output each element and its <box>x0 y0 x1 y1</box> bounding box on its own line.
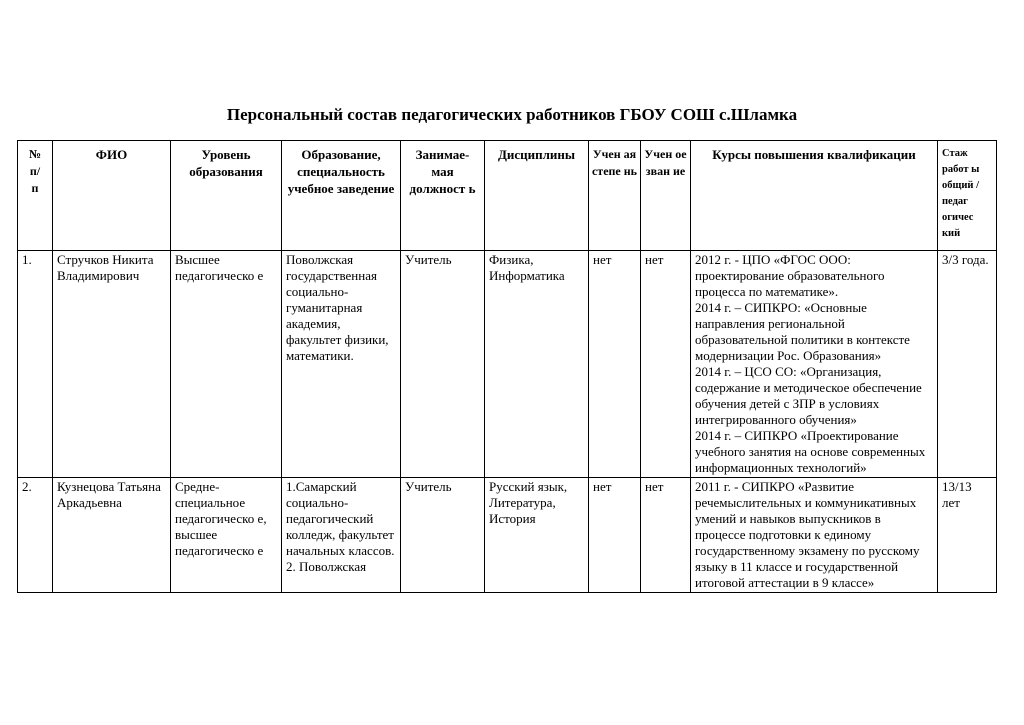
cell-education: Поволжская государственная социально-гуманитарная академия, факультет физики, математики. <box>282 251 401 478</box>
cell-courses: 2011 г. - СИПКРО «Развитие речемыслительных и коммуникативных умений и навыков выпускников в процессе подготовки к единому государственному экзамену по русскому языку в 11 классе и государственной итоговой аттестации в 9 классе» <box>691 478 938 593</box>
staff-table <box>17 140 997 593</box>
header-experience: Стаж работ ы общий /педаг огичес кий <box>938 141 997 251</box>
header-num: № п/ п <box>18 141 53 251</box>
header-fio: ФИО <box>53 141 171 251</box>
table-row <box>18 478 997 593</box>
cell-fio: Кузнецова Татьяна Аркадьевна <box>53 478 171 593</box>
cell-num: 1. <box>18 251 53 478</box>
cell-degree: нет <box>589 251 641 478</box>
cell-title: нет <box>641 251 691 478</box>
cell-level: Высшее педагогическо е <box>171 251 282 478</box>
cell-position: Учитель <box>401 251 485 478</box>
table-header-row <box>18 141 997 251</box>
table-row <box>18 251 997 478</box>
cell-degree: нет <box>589 478 641 593</box>
cell-education: 1.Самарский социально-педагогический колледж, факультет начальных классов. 2. Поволжская <box>282 478 401 593</box>
cell-experience: 13/13 лет <box>938 478 997 593</box>
header-title: Учен ое зван ие <box>641 141 691 251</box>
cell-courses: 2012 г. - ЦПО «ФГОС ООО: проектирование образовательного процесса по математике». 2014 г. – СИПКРО: «Основные направления региональной образовательной политики в контексте модернизации Рос. Образования» 2014 г. – ЦСО СО: «Организация, содержание и методическое обеспечение обучения детей с ЗПР в условиях интегрированного обучения» 2014 г. – СИПКРО «Проектирование учебного занятия на основе современных информационных технологий» <box>691 251 938 478</box>
cell-fio: Стручков Никита Владимирович <box>53 251 171 478</box>
cell-num: 2. <box>18 478 53 593</box>
cell-position: Учитель <box>401 478 485 593</box>
header-level: Уровень образования <box>171 141 282 251</box>
header-disciplines: Дисциплины <box>485 141 589 251</box>
header-education: Образование, специальность учебное заведение <box>282 141 401 251</box>
page-title: Персональный состав педагогических работников ГБОУ СОШ с.Шламка <box>226 105 798 124</box>
cell-level: Средне-специальное педагогическо е, высшее педагогическо е <box>171 478 282 593</box>
header-position: Занимае-мая должност ь <box>401 141 485 251</box>
header-courses: Курсы повышения квалификации <box>691 141 938 251</box>
cell-disciplines: Русский язык, Литература, История <box>485 478 589 593</box>
cell-disciplines: Физика, Информатика <box>485 251 589 478</box>
header-degree: Учен ая степе нь <box>589 141 641 251</box>
cell-title: нет <box>641 478 691 593</box>
cell-experience: 3/3 года. <box>938 251 997 478</box>
